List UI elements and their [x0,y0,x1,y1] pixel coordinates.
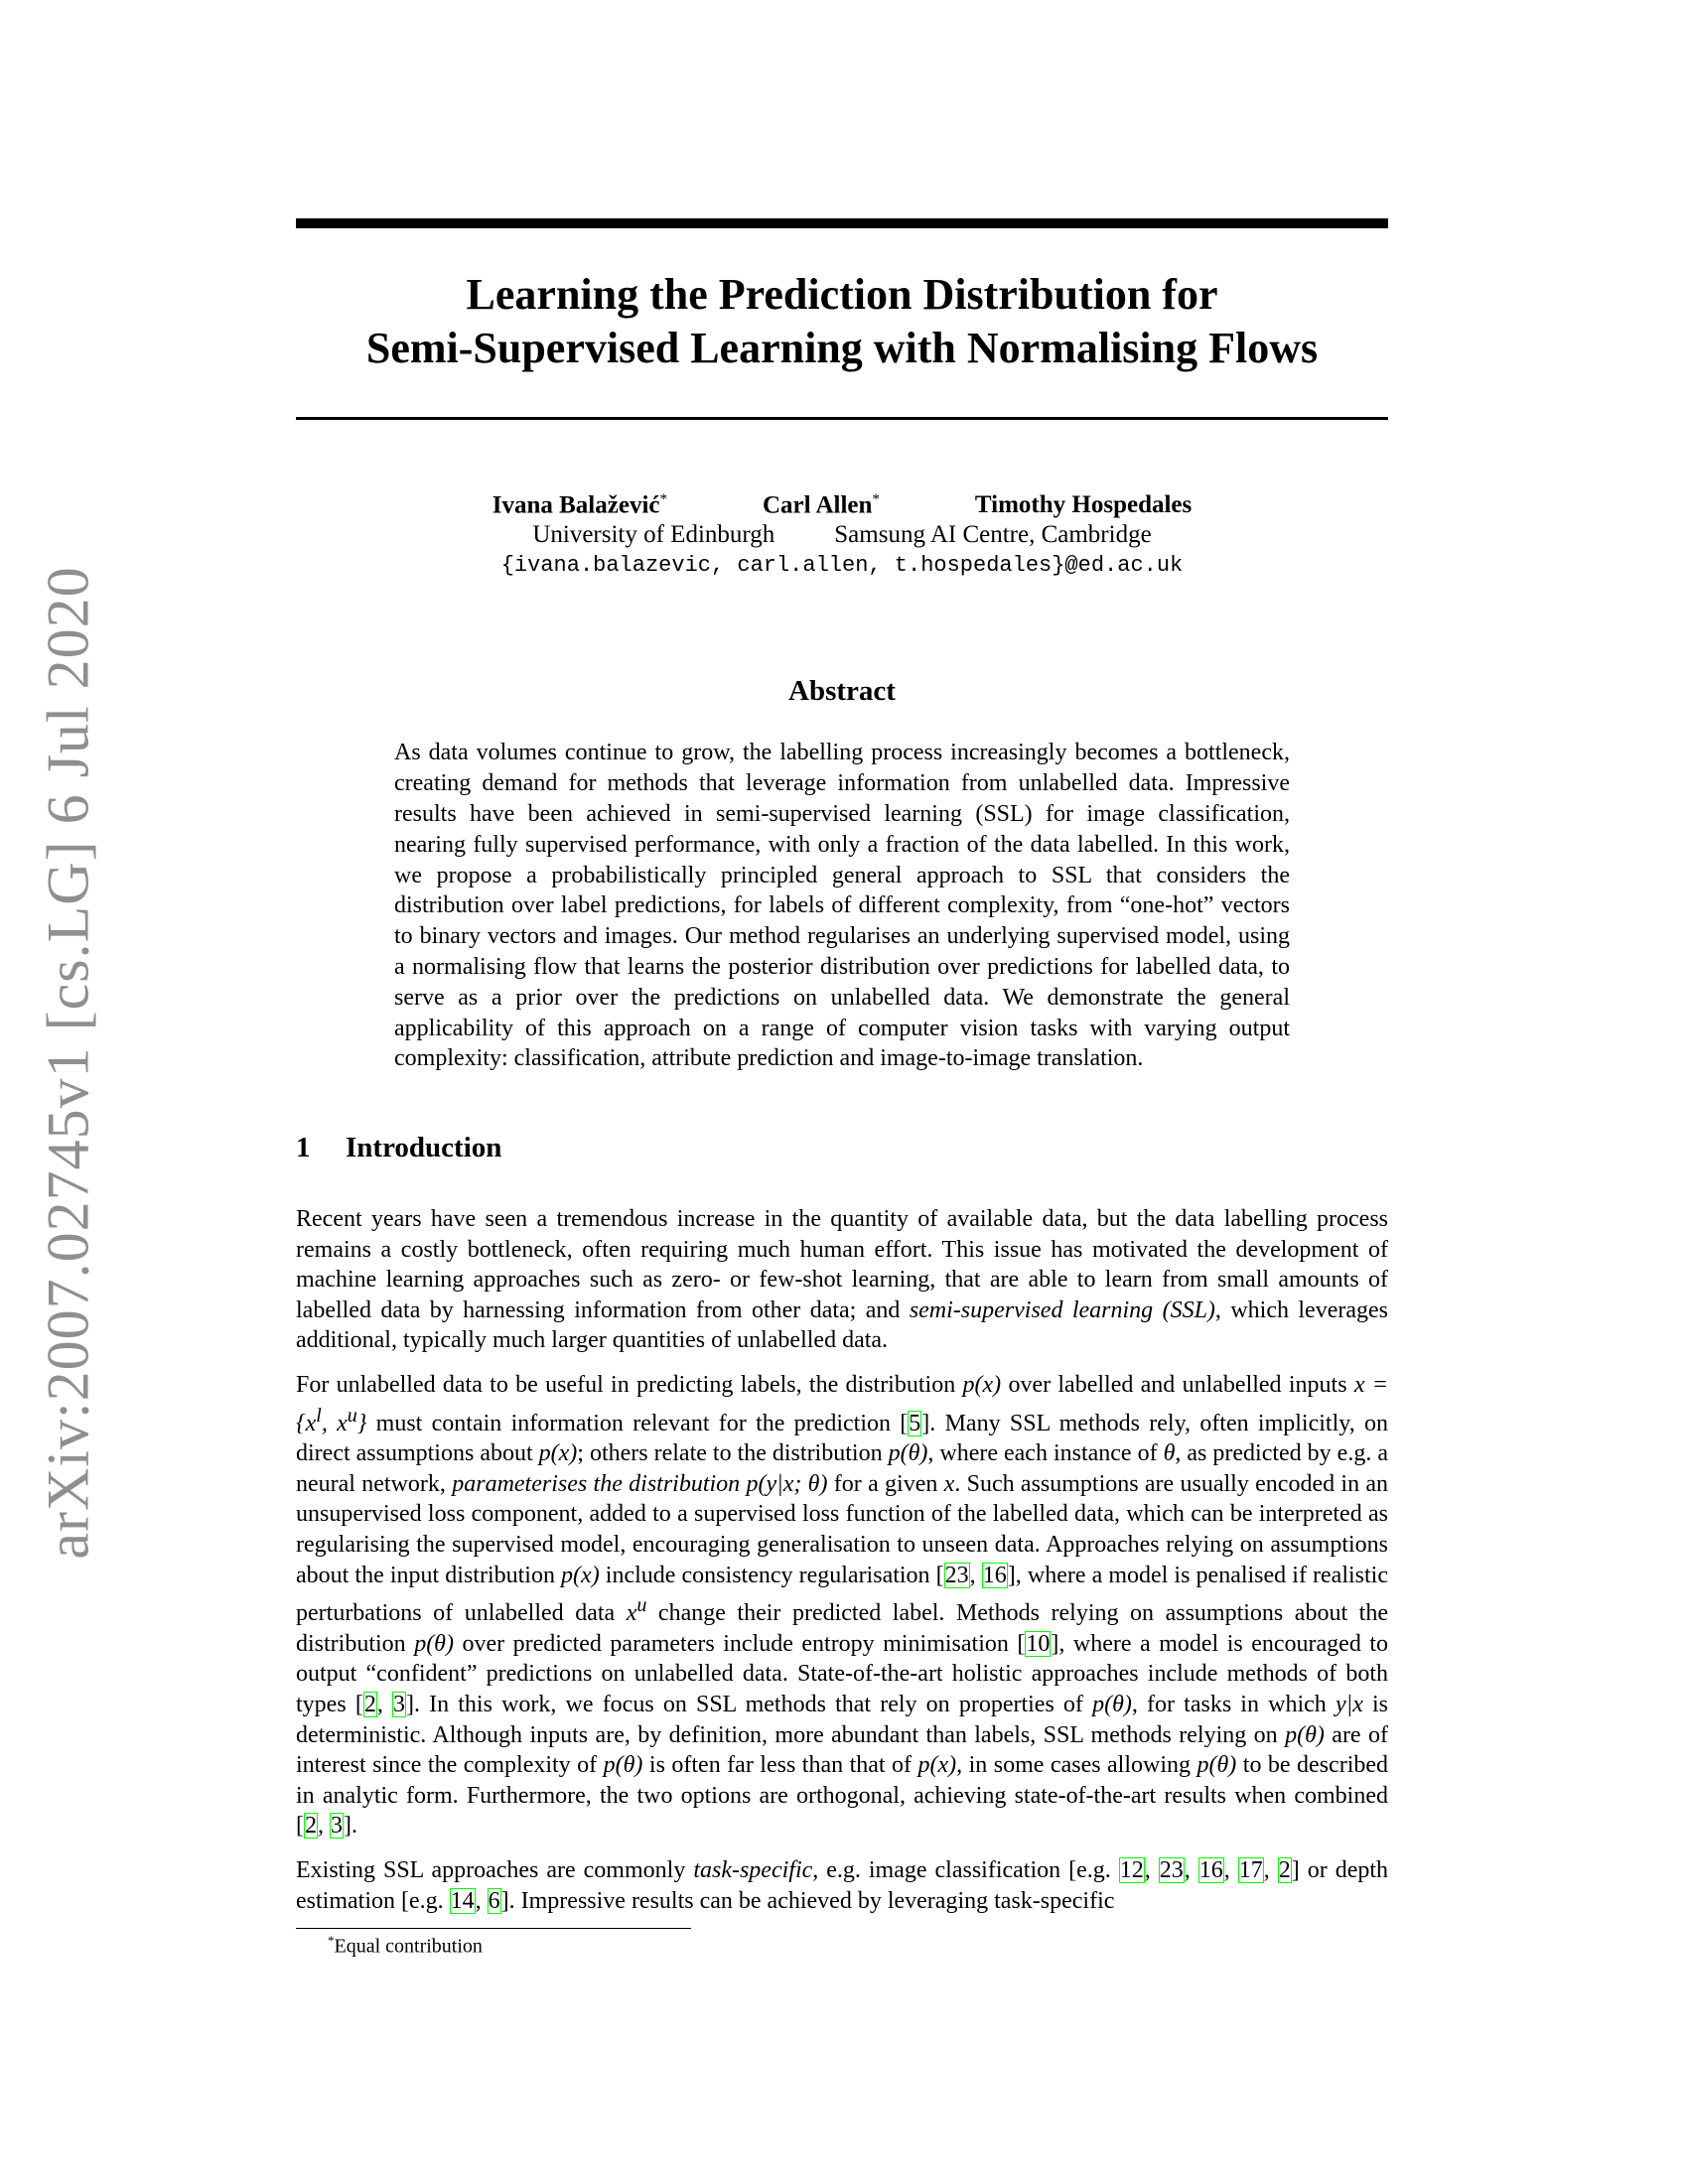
p2-text: must contain information relevant for the prediction [366,1410,901,1436]
p3-text: Existing SSL approaches are commonly [296,1856,694,1883]
math-part: , x [321,1410,348,1436]
math-part: } [356,1410,367,1436]
author-2-name: Carl Allen [763,491,873,519]
math-sup: l [316,1404,322,1427]
title-line-2: Semi-Supervised Learning with Normalising Flows [365,324,1319,372]
p2-text: . Many SSL methods rely, often implicitly, on direct assumptions about [296,1410,1388,1467]
title-line-1: Learning the Prediction Distribution for [466,270,1218,319]
citation-link[interactable]: 10 [1026,1630,1051,1657]
math-inline: p(θ) [1196,1752,1237,1779]
math-part: x [626,1600,637,1627]
p2-emphasis: parameterises the distribution [452,1470,741,1497]
footnote-rule [296,1928,691,1929]
citation-link[interactable]: 23 [1159,1856,1184,1883]
p2-text: change their predicted label. Methods relying on assumptions about the distribution [296,1600,1388,1657]
math-inline: p(θ) [1285,1721,1325,1748]
intro-paragraph-2: For unlabelled data to be useful in predicting labels, the distribution p(x) over labelled and unlabelled inputs $x = \{x^l$, $x^u$} must contain information relevant for the prediction [5]. Many SSL methods rely, often implicitly, on direct assumptions about p(x); others relate to the distribution p(θ), where each instance of θ, as predicted by e.g. a neural network, parameterises the distribution p(y|x; θ) for a given x. Such assumptions are usually encoded in an unsupervised loss component, added to a supervised loss function of the labelled data, which can be interpreted as regularising the supervised model, encouraging generalisation to unseen data. Approaches relying on assumptions about the input distribution p(x) include consistency regularisation [23, 16], where a model is penalised if realistic perturbations of unlabelled data $x^u$ change their predicted label. Methods relying on assumptions about the distribution p(θ) over predicted parameters include entropy minimisation [10], where a model is encouraged to output “confident” predictions on unlabelled data. State-of-the-art holistic approaches include methods of both types [2, 3]. In this work, we focus on SSL methods that rely on properties of p(θ), for tasks in which y|x is deterministic. Although inputs are, by definition, more abundant than labels, SSL methods relying on p(θ) are of interest since the complexity of p(θ) is often far less than that of p(x), in some cases allowing p(θ) to be described in analytic form. Furthermore, the two options are orthogonal, achieving state-of-the-art results when combined [2, 3]. [296,1372,1389,1840]
citation-link[interactable]: 5 [909,1410,921,1436]
p2-text: , as predicted by e.g. a neural network, [296,1440,1388,1497]
citation-link[interactable]: 3 [331,1813,343,1840]
citation-link[interactable]: 23 [944,1562,969,1588]
citation-link[interactable]: 2 [363,1692,376,1717]
author-3 [975,491,1192,519]
math-inline: p(θ) [888,1440,928,1467]
affiliations [296,521,1388,549]
p3-emphasis: task-specific [693,1856,813,1883]
author-2 [763,491,880,519]
author-names [296,491,1388,519]
section-heading [296,1132,1388,1164]
math-part: x = {x [296,1372,1388,1436]
p1-emphasis: semi-supervised learning (SSL) [909,1297,1215,1323]
title-bottom-rule [296,417,1388,420]
p2-text: . Such assumptions are usually encoded in an unsupervised loss component, added to a supervised loss function of the labelled data, which can be interpreted as regularising the supervised model, encouraging generalisation to unseen data. Approaches relying on assumptions about the input distribution [296,1470,1389,1588]
author-1-mark: * [659,491,667,507]
p2-text: ; others relate to the distribution [577,1440,889,1467]
p2-text: For unlabelled data to be useful in predicting labels, the distribution [296,1372,963,1399]
p1-text-a: Recent years have seen a tremendous increase in the quantity of available data, but the data labelling process remains a costly bottleneck, often requiring much human effort. This issue has motivated the development of machine learning approaches such as zero- or few-shot learning, that are able to learn from small amounts of labelled data by harnessing information from other data; and [296,1206,1388,1323]
p3-text: , e.g. image classification [e.g. [812,1856,1119,1883]
math-inline: p(x) [561,1562,600,1588]
citation-link[interactable]: 16 [982,1562,1007,1588]
footnote-text: Equal contribution [334,1935,483,1958]
p2-text: is often far less than that of [642,1752,918,1779]
p2-text: include consistency regularisation [599,1562,936,1588]
p2-text: to be described in analytic form. Furthermore, the two options are orthogonal, achieving state-of-the-art results when combined [296,1752,1389,1809]
p2-text: over predicted parameters include entropy minimisation [453,1630,1018,1657]
math-sup: u [636,1594,647,1617]
citation-link[interactable]: 14 [450,1887,475,1914]
author-emails: {ivana.balazevic, carl.allen, t.hospedales}@ed.ac.uk [500,553,1184,579]
math-inline: p(x) [917,1752,957,1779]
p2-text: , where each instance of [927,1440,1164,1467]
p2-text: over labelled and unlabelled inputs [1001,1372,1354,1399]
affiliation-2: Samsung AI Centre, Cambridge [834,521,1152,549]
math-sup: u [347,1404,357,1427]
citation-link[interactable]: 17 [1238,1856,1263,1883]
citation-link[interactable]: 16 [1198,1856,1223,1883]
math-inline: p(θ) [414,1630,454,1657]
affiliation-1: University of Edinburgh [532,521,775,549]
paper-title [296,268,1388,375]
author-block [296,491,1388,578]
p2-text: for a given [827,1470,944,1497]
math-inline: x [943,1470,955,1497]
p2-text: , where a model is encouraged to output “confident” predictions on unlabelled data. State-of-the-art holistic approaches include methods of both types [296,1630,1388,1717]
citation-link[interactable]: 2 [305,1813,317,1840]
p2-text: . In this work, we focus on SSL methods that rely on properties of [413,1692,1093,1717]
section-number: 1 [296,1132,311,1164]
math-inline: p(y|x; θ) [746,1470,828,1497]
intro-paragraph-1 [296,1204,1388,1356]
citation-link[interactable]: 2 [1278,1856,1291,1883]
math-inline: y|x [1335,1692,1363,1717]
section-title: Introduction [346,1132,502,1164]
math-inline: p(θ) [1092,1692,1132,1717]
p3-text: ] or depth estimation [e.g. [296,1856,1389,1914]
author-1 [492,491,667,519]
arxiv-side-stamp [24,565,113,1560]
p3-text: ]. Impressive results can be achieved by leveraging task-specific [500,1887,1115,1914]
author-3-name: Timothy Hospedales [974,491,1193,518]
abstract-text: As data volumes continue to grow, the labelling process increasingly becomes a bottleneck, creating demand for methods that leverage information from unlabelled data. Impressive results have been achieved in semi-supervised learning (SSL) for image classification, nearing fully supervised performance, with only a fraction of the data labelled. In this work, we propose a probabilistically principled general approach to SSL that considers the distribution over label predictions, for labels of different complexity, from “one-hot” vectors to binary vectors and images. Our method regularises an underlying supervised model, using a normalising flow that learns the posterior distribution over predictions for labelled data, to serve as a prior over the predictions on unlabelled data. We demonstrate the general applicability of this approach on a range of computer vision tasks with varying output complexity: classification, attribute prediction and image-to-image translation. [394,740,1290,1072]
p2-text: , for tasks in which [1131,1692,1336,1717]
math-inline [626,1594,647,1627]
footnote-mark: * [328,1933,335,1949]
p2-text: , where a model is penalised if realistic perturbations of unlabelled data [296,1562,1388,1627]
math-inline: p(x) [962,1372,1002,1399]
p2-text: . [352,1813,357,1840]
math-inline: p(θ) [603,1752,643,1779]
citation-link[interactable]: 3 [392,1692,405,1717]
footnote [296,1933,1388,1959]
intro-paragraph-3: Existing SSL approaches are commonly task-specific, e.g. image classification [e.g. 12, 23, 16, 17, 2] or depth estimation [e.g. 14, 6]. Impressive results can be achieved by leveraging task-specific [296,1856,1389,1914]
math-inline: θ [1163,1440,1176,1467]
author-1-name: Ivana Balažević [492,491,660,519]
title-top-rule [296,218,1388,228]
p2-text: is deterministic. Although inputs are, by definition, more abundant than labels, SSL methods relying on [296,1692,1389,1748]
p2-text: are of interest since the complexity of [296,1721,1388,1779]
p1-text-b: , which leverages additional, typically much larger quantities of unlabelled data. [296,1297,1388,1354]
paper-page [296,218,1388,1959]
math-inline: p(x) [538,1440,578,1467]
author-2-mark: * [872,491,880,507]
arxiv-identifier: arXiv:2007.02745v1 [cs.LG] 6 Jul 2020 [35,565,101,1560]
citation-link[interactable]: 12 [1119,1856,1144,1883]
p2-text: , in some cases allowing [956,1752,1197,1779]
citation-link[interactable]: 6 [488,1887,500,1914]
abstract-heading: Abstract [788,675,896,708]
